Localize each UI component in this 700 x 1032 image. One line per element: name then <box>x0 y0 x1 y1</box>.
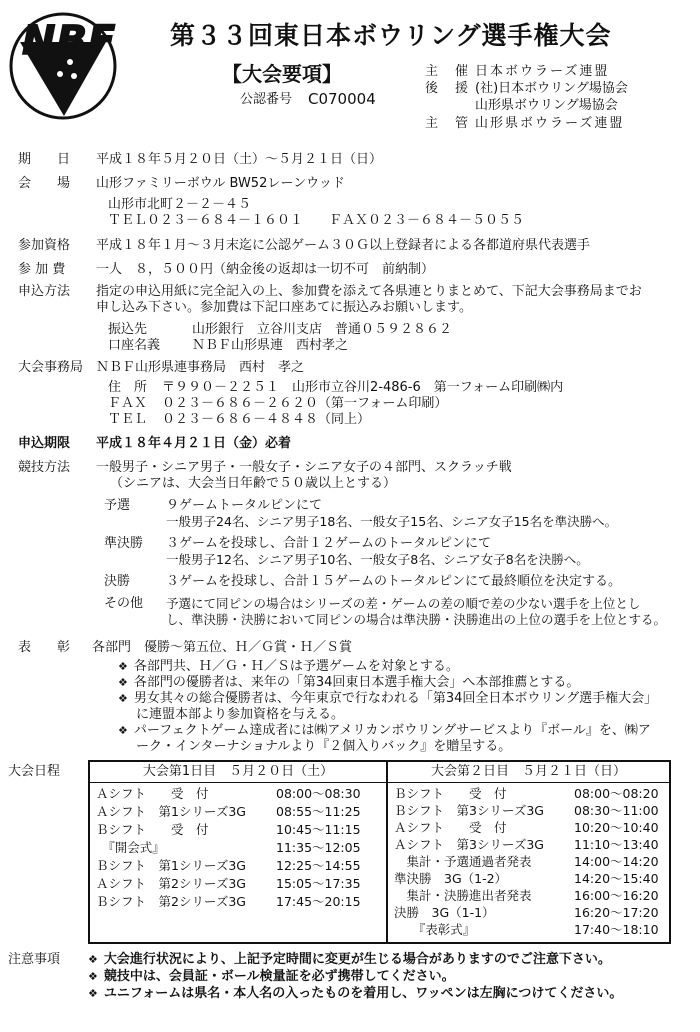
schedule-time: 12:25～14:55 <box>276 858 361 873</box>
schedule-time: 08:55～11:25 <box>276 804 361 819</box>
round-semi-line-1: ３ゲームを投球し、合計１２ゲームのトータルピンにて <box>166 536 492 551</box>
schedule-item: Ａシフト 受 付 <box>394 820 507 835</box>
subtitle: 【大会要項】 <box>222 62 342 86</box>
schedule-label: 大会日程 <box>8 764 61 779</box>
office-fax-value: ０２３－６８６－２６２０（第一フォーム印刷） <box>162 396 448 411</box>
bank-label-1: 振込先 <box>108 322 148 337</box>
schedule-item: Ａシフト 第2シリーズ3G <box>96 876 246 891</box>
schedule-day2-header: 大会第２日目 ５月２１日（日） <box>388 762 669 783</box>
round-semi-name: 準決勝 <box>104 536 144 551</box>
schedule-day1 <box>90 762 388 942</box>
office-label: 大会事務局 <box>18 360 84 375</box>
schedule-item: Ｂシフト 第2シリーズ3G <box>96 894 246 909</box>
schedule-item: Ｂシフト 受 付 <box>96 822 209 837</box>
round-prelim-name: 予選 <box>104 498 131 513</box>
schedule-time: 10:20～10:40 <box>574 820 659 835</box>
competition-label: 競技方法 <box>18 460 71 475</box>
awards-note-4: に連盟本部より参加資格を与える。 <box>136 707 345 722</box>
eligibility-value: 平成１８年１月～３月末迄に公認ゲーム３０Ｇ以上登録者による各都道府県代表選手 <box>96 238 591 253</box>
eligibility-label: 参加資格 <box>18 238 71 253</box>
awards-note-5: ❖ パーフェクトゲーム達成者には㈱アメリカンボウリングサービスより『ボール』を、㈱ア <box>118 723 651 738</box>
sponsor-org-1: 日本ボウラーズ連盟 <box>475 64 610 79</box>
notice-item-1: ❖ 大会進行状況により、上記予定時間に変更が生じる場合がありますのでご注意下さい。 <box>88 952 611 967</box>
schedule-time: 11:10～13:40 <box>574 837 659 852</box>
cert-label: 公認番号 <box>240 92 293 107</box>
awards-label: 表 彰 <box>18 640 71 655</box>
office-tel-value: ０２３－６８６－４８４８（同上） <box>162 412 371 427</box>
awards-note-1: ❖ 各部門共、Ｈ／Ｇ・Ｈ／Ｓは予選ゲームを対象とする。 <box>118 659 459 674</box>
round-final-line-1: ３ゲームを投球し、合計１５ゲームのトータルピンにて最終順位を決定する。 <box>166 574 622 589</box>
schedule-item: Ｂシフト 第3シリーズ3G <box>394 803 544 818</box>
diamond-bullet-icon: ❖ <box>118 724 128 737</box>
venue-line-1: 山形ファミリーボウル BW52レーンウッド <box>96 176 345 191</box>
round-final-name: 決勝 <box>104 574 131 589</box>
schedule-item: 集計・決勝進出者発表 <box>394 888 532 903</box>
round-other-name: その他 <box>104 596 144 611</box>
schedule-day1-header: 大会第1日目 ５月２０日（土） <box>90 762 386 783</box>
office-value: ＮＢＦ山形県連事務局 西村 孝之 <box>96 360 305 375</box>
fee-value: 一人 ８，５００円（納金後の返却は一切不可 前納制） <box>96 262 435 277</box>
schedule-time: 15:05～17:35 <box>276 876 361 891</box>
schedule-item: 集計・予選通過者発表 <box>394 854 532 869</box>
diamond-bullet-icon: ❖ <box>118 660 128 673</box>
schedule-time: 08:00～08:20 <box>574 786 659 801</box>
schedule-time: 08:00～08:30 <box>276 786 361 801</box>
apply-line-1: 指定の申込用紙に完全記入の上、参加費を添えて各県連とりまとめて、下記大会事務局までお <box>96 284 642 299</box>
deadline-value: 平成１８年４月２１日（金）必着 <box>96 436 292 451</box>
venue-line-3: ＴＥＬ０２３－６８４－１６０１ ＦＡＸ０２３－６８４－５０５５ <box>108 213 525 228</box>
schedule-item: Ｂシフト 第1シリーズ3G <box>96 858 246 873</box>
schedule-item: 『表彰式』 <box>394 922 476 937</box>
notices-label: 注意事項 <box>8 952 61 967</box>
schedule-table <box>88 760 671 944</box>
deadline-label: 申込期限 <box>18 436 71 451</box>
schedule-time: 14:20～15:40 <box>574 871 659 886</box>
date-value: 平成１８年５月２０日（土）～５月２１日（日） <box>96 152 383 167</box>
round-semi-line-2: 一般男子12名、シニア男子10名、一般女子8名、シニア女子8名を決勝へ。 <box>166 552 589 567</box>
round-other-line-1: 予選にて同ピンの場合はシリーズの差・ゲームの差の順で差の少ない選手を上位とし <box>166 596 641 611</box>
schedule-time: 10:45～11:15 <box>276 822 361 837</box>
schedule-item: 準決勝 3G（1-2） <box>394 871 508 886</box>
schedule-item: Ｂシフト 受 付 <box>394 786 507 801</box>
bank-label-2: 口座名義 <box>108 338 161 353</box>
schedule-item: Ａシフト 受 付 <box>96 786 209 801</box>
diamond-bullet-icon: ❖ <box>88 970 98 983</box>
schedule-item: Ａシフト 第3シリーズ3G <box>394 837 544 852</box>
office-address-label: 住 所 <box>108 380 148 395</box>
sponsor-role-4: 主 管 <box>425 116 471 131</box>
round-prelim-line-1: ９ゲームトータルピンにて <box>166 498 323 513</box>
apply-line-2: 申し込み下さい。参加費は下記口座あてに振込みお願いします。 <box>96 300 472 315</box>
diamond-bullet-icon: ❖ <box>88 987 98 1000</box>
diamond-bullet-icon: ❖ <box>118 692 128 705</box>
venue-line-2: 山形市北町２－２－４５ <box>108 197 252 212</box>
schedule-time: 11:35～12:05 <box>276 840 361 855</box>
competition-line-1: 一般男子・シニア男子・一般女子・シニア女子の４部門、スクラッチ戦 <box>96 460 512 475</box>
schedule-time: 14:00～14:20 <box>574 854 659 869</box>
sponsor-org-3: 山形県ボウリング場協会 <box>475 98 618 113</box>
fee-label: 参 加 費 <box>18 262 66 277</box>
competition-line-2: （シニアは、大会当日年齢で５０歳以上とする） <box>110 476 397 491</box>
notice-item-2: ❖ 競技中は、会員証・ボール検量証を必ず携帯してください。 <box>88 969 455 984</box>
nbf-logo <box>8 4 126 124</box>
schedule-time: 17:45～20:15 <box>276 894 361 909</box>
schedule-time: 08:30～11:00 <box>574 803 659 818</box>
schedule-item: Ａシフト 第1シリーズ3G <box>96 804 246 819</box>
venue-label: 会 場 <box>18 176 71 191</box>
round-prelim-line-2: 一般男子24名、シニア男子18名、一般女子15名、シニア女子15名を準決勝へ。 <box>166 514 618 529</box>
diamond-bullet-icon: ❖ <box>118 676 128 689</box>
bank-value-2: ＮＢＦ山形県連 西村孝之 <box>192 338 349 353</box>
awards-note-6: ーク・インターナショナルより『２個入りバック』を贈呈する。 <box>136 739 512 754</box>
document-title: 第３３回東日本ボウリング選手権大会 <box>170 21 612 50</box>
diamond-bullet-icon: ❖ <box>88 953 98 966</box>
awards-main: 各部門 優勝～第五位、Ｈ／Ｇ賞・Ｈ／Ｓ賞 <box>92 640 353 655</box>
schedule-item: 決勝 3G（1-1） <box>394 905 495 920</box>
schedule-time: 17:40～18:10 <box>574 922 659 937</box>
date-label: 期 日 <box>18 152 71 167</box>
awards-note-3: ❖ 男女其々の総合優勝者は、今年東京で行なわれる「第34回全日本ボウリング選手権大会」 <box>118 691 658 706</box>
office-tel-label: ＴＥＬ <box>108 412 148 427</box>
schedule-time: 16:00～16:20 <box>574 888 659 903</box>
bank-value-1: 山形銀行 立谷川支店 普通０５９２８６２ <box>192 322 453 337</box>
apply-label: 申込方法 <box>18 284 71 299</box>
schedule-item: 『開会式』 <box>96 840 165 855</box>
schedule-day2 <box>388 762 669 942</box>
sponsor-role-2: 後 援 <box>425 81 471 96</box>
sponsor-role-1: 主 催 <box>425 64 471 79</box>
notice-item-3: ❖ ユニフォームは県名・本人名の入ったものを着用し、ワッペンは左胸につけてください。 <box>88 986 623 1001</box>
awards-note-2: ❖ 各部門の優勝者は、来年の「第34回東日本選手権大会」へ本部推薦とする。 <box>118 675 580 690</box>
round-other-line-2: し、準決勝・決勝において同ピンの場合は準決勝・決勝進出の上位の選手を上位とする。 <box>166 612 667 627</box>
cert-number: C070004 <box>308 90 376 108</box>
logo-text: NBF <box>22 18 117 64</box>
schedule-time: 16:20～17:20 <box>574 905 659 920</box>
sponsor-org-2: (社)日本ボウリング場協会 <box>475 81 628 96</box>
office-address-value: 〒９９０－２２５１ 山形市立谷川2-486-6 第一フォーム印刷㈱内 <box>162 380 564 395</box>
office-fax-label: ＦＡＸ <box>108 396 148 411</box>
sponsor-org-4: 山形県ボウラーズ連盟 <box>475 116 625 131</box>
